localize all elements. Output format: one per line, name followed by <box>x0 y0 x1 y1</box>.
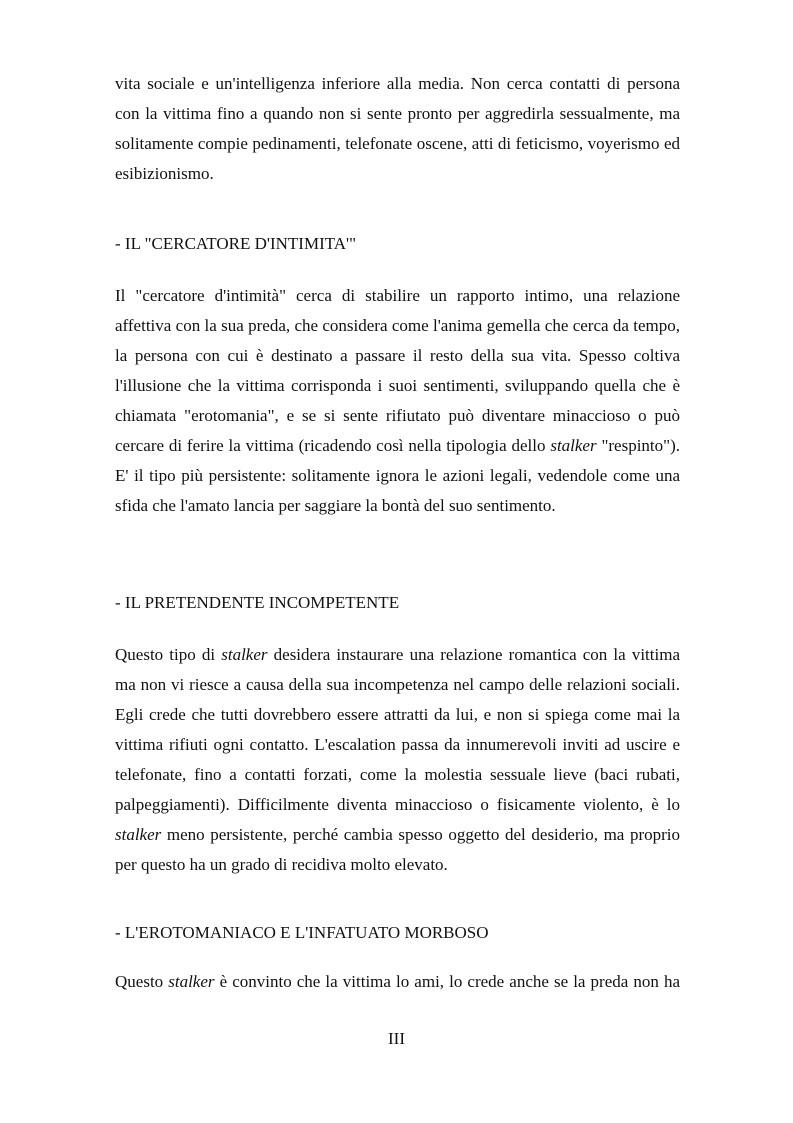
page-number: III <box>388 1029 405 1048</box>
section-heading-erotomaniaco <box>115 922 489 944</box>
paragraph-cercatore <box>115 281 680 521</box>
paragraph-text: è convinto che la vittima lo ami, lo crede anche se la preda non ha <box>214 972 680 991</box>
paragraph-text: Questo tipo di <box>115 645 222 664</box>
section-heading-cercatore: - IL "CERCATORE D'INTIMITA'" <box>115 234 357 253</box>
paragraph-text: Questo <box>115 972 169 991</box>
italic-term: stalker <box>168 972 215 991</box>
italic-term: stalker <box>115 825 162 844</box>
italic-term: stalker <box>550 436 597 455</box>
paragraph-continuation <box>115 69 680 189</box>
paragraph-text: desidera instaurare una relazione romantica con la vittima ma non vi riesce a causa della sua incompetenza nel campo delle relazioni sociali. Egli crede che tutti dovrebbero essere attratti da lui, e non si spiega come mai la vittima rifiuti ogni contatto. L'escalation passa da innumerevoli inviti ad uscire e telefonate, fino a contatti forzati, come la molestia sessuale lieve (baci rubati, palpeggiamenti). Difficilmente diventa minaccioso o fisicamente violento, è lo <box>115 645 680 814</box>
paragraph-text: vita sociale e un'intelligenza inferiore alla media. Non cerca contatti di persona con la vittima fino a quando non si sente pronto per aggredirla sessualmente, ma solitamente compie pedinamenti, telefonate oscene, atti di feticismo, voyerismo ed esibizionismo. <box>115 74 680 183</box>
paragraph-text: Il "cercatore d'intimità" cerca di stabilire un rapporto intimo, una relazione affettiva con la sua preda, che considera come l'anima gemella che cerca da tempo, la persona con cui è destinato a passare il resto della sua vita. Spesso coltiva l'illusione che la vittima corrisponda i suoi sentimenti, sviluppando quella che è chiamata "erotomania", e se si sente rifiutato può diventare minaccioso o può cercare di ferire la vittima (ricadendo così nella tipologia dello <box>115 286 680 455</box>
paragraph-text: meno persistente, perché cambia spesso oggetto del desiderio, ma proprio per questo ha un grado di recidiva molto elevato. <box>115 825 680 874</box>
heading-text: - L'EROTOMANIACO E L'INFATUATO MORBOSO <box>115 923 489 942</box>
paragraph-pretendente <box>115 640 680 880</box>
paragraph-erotomaniaco <box>115 967 680 997</box>
paragraph-text: "respinto"). E' il tipo più persistente: solitamente ignora le azioni legali, vedendole come una sfida che l'amato lancia per saggiare la bontà del suo sentimento. <box>115 436 680 515</box>
italic-term: stalker <box>221 645 268 664</box>
section-heading-pretendente: - IL PRETENDENTE INCOMPETENTE <box>115 593 400 612</box>
